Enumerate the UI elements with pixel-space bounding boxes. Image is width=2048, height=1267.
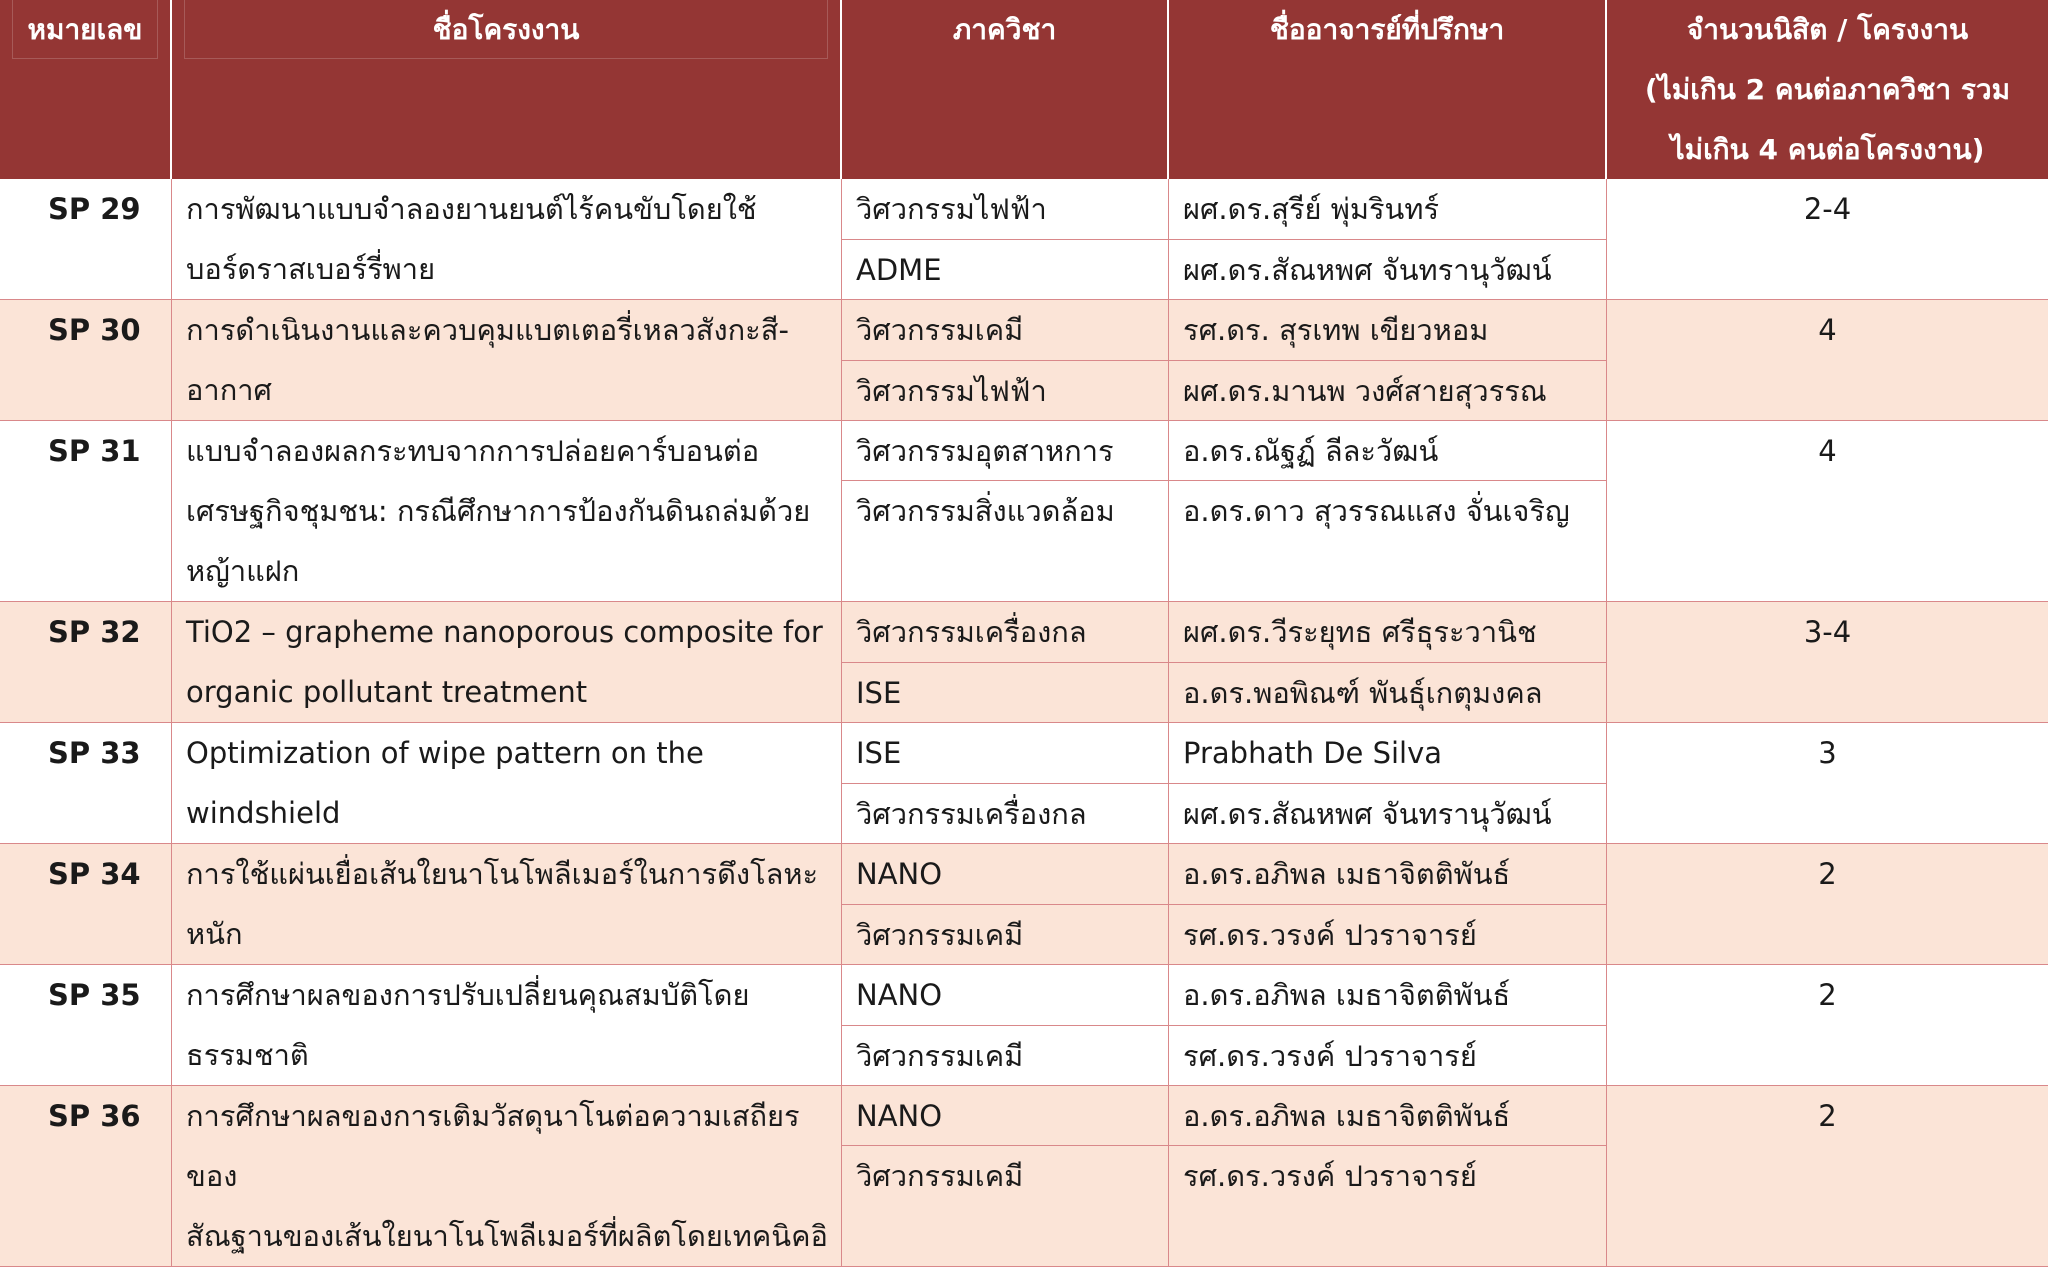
advisor-name: ผศ.ดร.สัณหพศ จันทรานุวัฒน์: [1169, 240, 1607, 300]
project-title: [172, 602, 842, 723]
project-title-line: แบบจำลองผลกระทบจากการปล่อยคาร์บอนต่อ: [186, 434, 760, 468]
project-number: SP 34: [0, 844, 172, 965]
department: วิศวกรรมเคมี: [842, 300, 1169, 361]
department: ISE: [842, 663, 1169, 723]
project-number: SP 29: [0, 179, 172, 300]
student-count: 2: [1607, 844, 2048, 965]
header-student-count-line-2: (ไม่เกิน 2 คนต่อภาควิชา รวม: [1644, 73, 2011, 106]
advisor-name: อ.ดร.อภิพล เมธาจิตติพันธ์: [1169, 844, 1607, 905]
header-student-count-line-1: จำนวนนิสิต / โครงงาน: [1686, 13, 1969, 46]
advisor-name: ผศ.ดร.สุรีย์ พุ่มรินทร์: [1169, 179, 1607, 240]
advisor-name: ผศ.ดร.วีระยุทธ ศรีธุระวานิช: [1169, 602, 1607, 663]
department: NANO: [842, 1086, 1169, 1146]
project-title: [172, 1086, 842, 1267]
project-title-line: การศึกษาผลของการปรับเปลี่ยนคุณสมบัติโดยธรรมชาติ: [186, 978, 750, 1072]
advisor-name: อ.ดร.อภิพล เมธาจิตติพันธ์: [1169, 965, 1607, 1026]
project-title-line: การศึกษาผลของการเติมวัสดุนาโนต่อความเสถียรของ: [186, 1099, 800, 1193]
header-advisor: ชื่ออาจารย์ที่ปรึกษา: [1169, 0, 1607, 179]
advisor-name: Prabhath De Silva: [1169, 723, 1607, 784]
project-title: [172, 421, 842, 602]
project-title: [172, 723, 842, 844]
project-title-line: การดำเนินงานและควบคุมแบตเตอรี่เหลวสังกะสี-: [186, 313, 789, 347]
project-title: [172, 179, 842, 300]
project-number: SP 33: [0, 723, 172, 844]
project-title: [172, 844, 842, 965]
department: วิศวกรรมเคมี: [842, 1146, 1169, 1267]
department: วิศวกรรมเครื่องกล: [842, 784, 1169, 844]
project-title-line: การพัฒนาแบบจำลองยานยนต์ไร้คนขับโดยใช้: [186, 192, 757, 226]
student-count: 3: [1607, 723, 2048, 844]
advisor-name: อ.ดร.ณัฐฏ์ ลีละวัฒน์: [1169, 421, 1607, 481]
header-project-name: ชื่อโครงงาน: [172, 0, 842, 179]
advisor-name: อ.ดร.ดาว สุวรรณแสง จั่นเจริญ: [1169, 481, 1607, 602]
department: วิศวกรรมเคมี: [842, 905, 1169, 965]
advisor-name: รศ.ดร. สุรเทพ เขียวหอม: [1169, 300, 1607, 361]
advisor-name: อ.ดร.อภิพล เมธาจิตติพันธ์: [1169, 1086, 1607, 1146]
advisor-name: ผศ.ดร.สัณหพศ จันทรานุวัฒน์: [1169, 784, 1607, 844]
department: NANO: [842, 965, 1169, 1026]
project-number: SP 32: [0, 602, 172, 723]
project-title-line: อากาศ: [186, 373, 272, 407]
advisor-name: ผศ.ดร.มานพ วงศ์สายสุวรรณ: [1169, 361, 1607, 421]
project-title-line: Optimization of wipe pattern on the windshield: [186, 736, 704, 830]
student-count: 4: [1607, 421, 2048, 602]
project-title-line: การใช้แผ่นเยื่อเส้นใยนาโนโพลีเมอร์ในการดึงโลหะหนัก: [186, 857, 819, 951]
student-count: 2: [1607, 1086, 2048, 1267]
header-student-count: [1607, 0, 2048, 179]
project-number: SP 31: [0, 421, 172, 602]
project-title-line: หญ้าแฝก: [186, 554, 300, 588]
department: วิศวกรรมเคมี: [842, 1026, 1169, 1086]
department: วิศวกรรมเครื่องกล: [842, 602, 1169, 663]
student-count: 4: [1607, 300, 2048, 421]
project-title: [172, 965, 842, 1086]
department: วิศวกรรมไฟฟ้า: [842, 361, 1169, 421]
project-title-line: เศรษฐกิจชุมชน: กรณีศึกษาการป้องกันดินถล่มด้วย: [186, 494, 811, 528]
department: ISE: [842, 723, 1169, 784]
project-title-line: organic pollutant treatment: [186, 675, 588, 709]
department: วิศวกรรมสิ่งแวดล้อม: [842, 481, 1169, 602]
project-title-line: สัณฐานของเส้นใยนาโนโพลีเมอร์ที่ผลิตโดยเทคนิคอิ: [186, 1219, 828, 1253]
department: วิศวกรรมไฟฟ้า: [842, 179, 1169, 240]
header-student-count-line-3: ไม่เกิน 4 คนต่อโครงงาน): [1670, 133, 1985, 166]
project-title-line: TiO2 – grapheme nanoporous composite for: [186, 615, 823, 649]
project-title: [172, 300, 842, 421]
header-department: ภาควิชา: [842, 0, 1169, 179]
student-count: 2-4: [1607, 179, 2048, 300]
project-number: SP 36: [0, 1086, 172, 1267]
advisor-name: อ.ดร.พอพิณฑ์ พันธุ์เกตุมงคล: [1169, 663, 1607, 723]
student-count: 2: [1607, 965, 2048, 1086]
advisor-name: รศ.ดร.วรงค์ ปวราจารย์: [1169, 1026, 1607, 1086]
advisor-name: รศ.ดร.วรงค์ ปวราจารย์: [1169, 905, 1607, 965]
department: ADME: [842, 240, 1169, 300]
project-number: SP 30: [0, 300, 172, 421]
department: NANO: [842, 844, 1169, 905]
header-number: หมายเลข: [0, 0, 172, 179]
advisor-name: รศ.ดร.วรงค์ ปวราจารย์: [1169, 1146, 1607, 1267]
department: วิศวกรรมอุตสาหการ: [842, 421, 1169, 481]
project-title-line: บอร์ดราสเบอร์รี่พาย: [186, 252, 436, 286]
student-count: 3-4: [1607, 602, 2048, 723]
project-number: SP 35: [0, 965, 172, 1086]
